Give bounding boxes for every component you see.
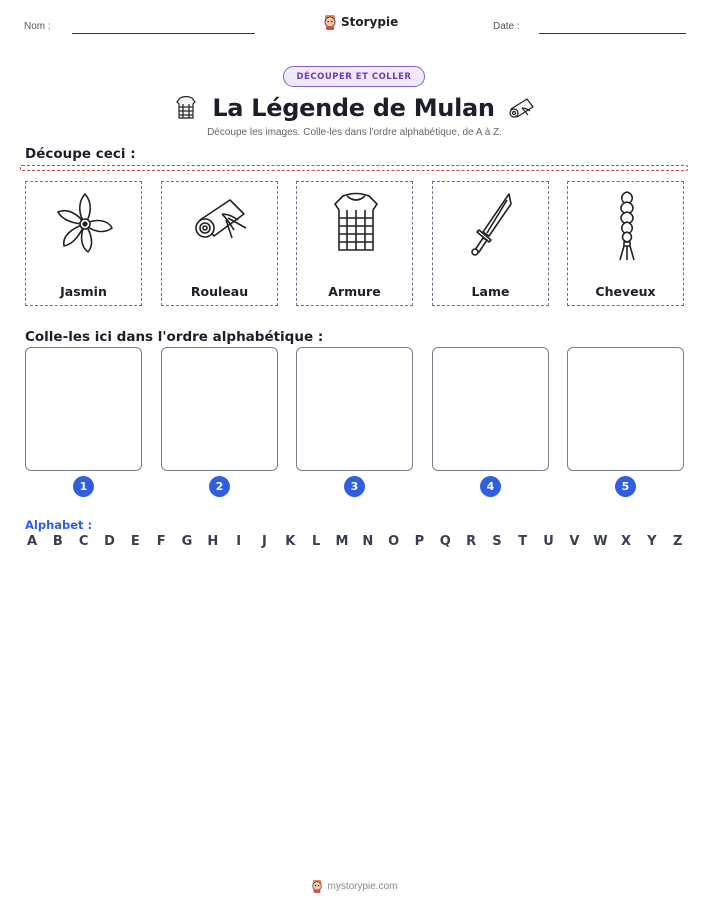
storypie-mascot-icon xyxy=(311,879,323,893)
alphabet-letter: W xyxy=(593,534,608,549)
cut-line xyxy=(20,165,688,171)
card-label: Cheveux xyxy=(595,284,656,299)
date-label: Date : xyxy=(493,21,520,32)
armor-icon xyxy=(172,94,200,122)
braid-icon xyxy=(596,190,658,262)
alphabet-letter: L xyxy=(311,534,321,549)
slot-number-1: 1 xyxy=(73,476,94,497)
alphabet-letter: X xyxy=(621,534,632,549)
card-label: Rouleau xyxy=(190,284,249,299)
paste-section-heading: Colle-les ici dans l'ordre alphabétique : xyxy=(25,329,324,345)
cut-card-rouleau[interactable] xyxy=(161,181,278,306)
slot-number-5: 5 xyxy=(615,476,636,497)
paste-slot-1[interactable] xyxy=(25,347,142,471)
alphabet-letter: B xyxy=(52,534,63,549)
alphabet-letter: Z xyxy=(672,534,683,549)
alphabet-letter: F xyxy=(156,534,166,549)
alphabet-letter: Y xyxy=(647,534,657,549)
card-label: Armure xyxy=(328,284,381,299)
slot-number-3: 3 xyxy=(344,476,365,497)
paste-slot-5[interactable] xyxy=(567,347,684,471)
paste-slot-2[interactable] xyxy=(161,347,278,471)
activity-badge: DÉCOUPER ET COLLER xyxy=(283,66,425,87)
alphabet-letter: D xyxy=(104,534,115,549)
page-title: La Légende de Mulan xyxy=(212,94,495,122)
alphabet-row xyxy=(25,534,685,549)
cut-card-lame[interactable] xyxy=(432,181,549,306)
alphabet-label: Alphabet : xyxy=(25,518,93,532)
scroll-icon xyxy=(507,95,537,121)
armor-icon xyxy=(325,190,387,254)
cut-card-jasmin[interactable] xyxy=(25,181,142,306)
alphabet-letter: J xyxy=(262,534,267,549)
alphabet-letter: C xyxy=(78,534,89,549)
footer xyxy=(0,879,709,893)
alphabet-letter: T xyxy=(518,534,528,549)
paste-slot-4[interactable] xyxy=(432,347,549,471)
alphabet-letter: Q xyxy=(439,534,451,549)
slot-number-2: 2 xyxy=(209,476,230,497)
alphabet-letter: V xyxy=(569,534,580,549)
storypie-mascot-icon xyxy=(323,14,337,30)
alphabet-letter: A xyxy=(26,534,38,549)
paste-slot-3[interactable] xyxy=(296,347,413,471)
alphabet-letter: I xyxy=(236,534,242,549)
scroll-icon xyxy=(190,190,252,254)
cut-section-heading: Découpe ceci : xyxy=(25,146,136,162)
alphabet-letter: H xyxy=(207,534,219,549)
alphabet-letter: P xyxy=(414,534,425,549)
name-line[interactable] xyxy=(72,33,255,34)
alphabet-letter: K xyxy=(285,534,296,549)
brand-logo xyxy=(323,14,398,30)
alphabet-letter: E xyxy=(130,534,140,549)
alphabet-letter: N xyxy=(362,534,374,549)
name-label: Nom : xyxy=(24,21,51,32)
brand-name: Storypie xyxy=(341,15,399,29)
cut-card-cheveux[interactable] xyxy=(567,181,684,306)
cut-card-armure[interactable] xyxy=(296,181,413,306)
instructions: Découpe les images. Colle-les dans l'ordre alphabétique, de A à Z. xyxy=(207,127,502,138)
alphabet-letter: O xyxy=(388,534,400,549)
date-line[interactable] xyxy=(539,33,686,34)
page-title-row xyxy=(0,91,709,125)
footer-site[interactable]: mystorypie.com xyxy=(327,880,398,892)
sword-icon xyxy=(461,190,523,260)
alphabet-letter: U xyxy=(543,534,554,549)
alphabet-letter: G xyxy=(181,534,193,549)
alphabet-letter: M xyxy=(335,534,349,549)
flower-icon xyxy=(54,190,116,254)
card-label: Jasmin xyxy=(60,284,107,299)
alphabet-letter: R xyxy=(466,534,477,549)
slot-number-4: 4 xyxy=(480,476,501,497)
alphabet-letter: S xyxy=(492,534,502,549)
card-label: Lame xyxy=(471,284,510,299)
